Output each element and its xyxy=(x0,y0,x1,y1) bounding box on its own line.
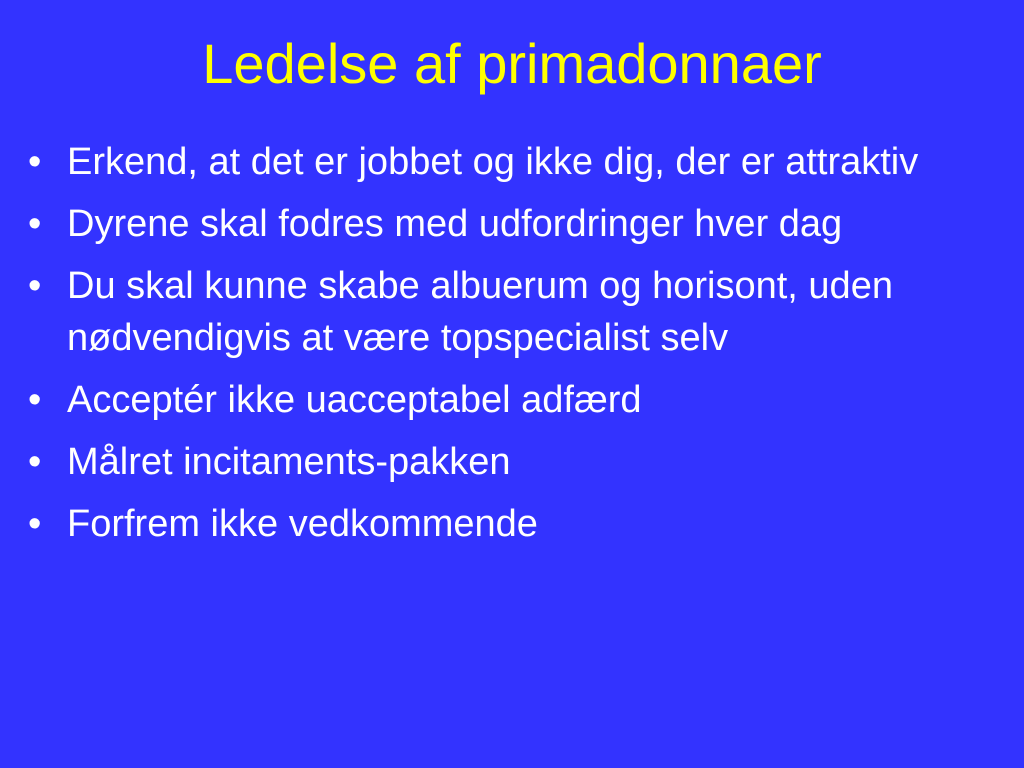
bullet-icon: • xyxy=(28,265,42,307)
bullet-item xyxy=(28,198,998,250)
bullet-text: Erkend, at det er jobbet og ikke dig, der er attraktiv xyxy=(67,141,919,183)
bullet-list xyxy=(28,136,998,560)
bullet-item xyxy=(28,260,998,364)
bullet-icon: • xyxy=(28,503,42,545)
bullet-icon: • xyxy=(28,441,42,483)
bullet-icon: • xyxy=(28,379,42,421)
bullet-icon: • xyxy=(28,141,42,183)
bullet-text: Målret incitaments-pakken xyxy=(67,441,511,483)
bullet-item xyxy=(28,136,998,188)
bullet-item xyxy=(28,374,998,426)
bullet-text: Forfrem ikke vedkommende xyxy=(67,503,538,545)
slide-title: Ledelse af primadonnaer xyxy=(202,32,822,95)
bullet-item xyxy=(28,436,998,488)
bullet-text: Acceptér ikke uacceptabel adfærd xyxy=(67,379,642,421)
bullet-icon: • xyxy=(28,203,42,245)
bullet-text: Du skal kunne skabe albuerum og horisont, uden nødvendigvis at være topspecialist selv xyxy=(67,265,893,359)
bullet-text: Dyrene skal fodres med udfordringer hver dag xyxy=(67,203,843,245)
bullet-item xyxy=(28,498,998,550)
